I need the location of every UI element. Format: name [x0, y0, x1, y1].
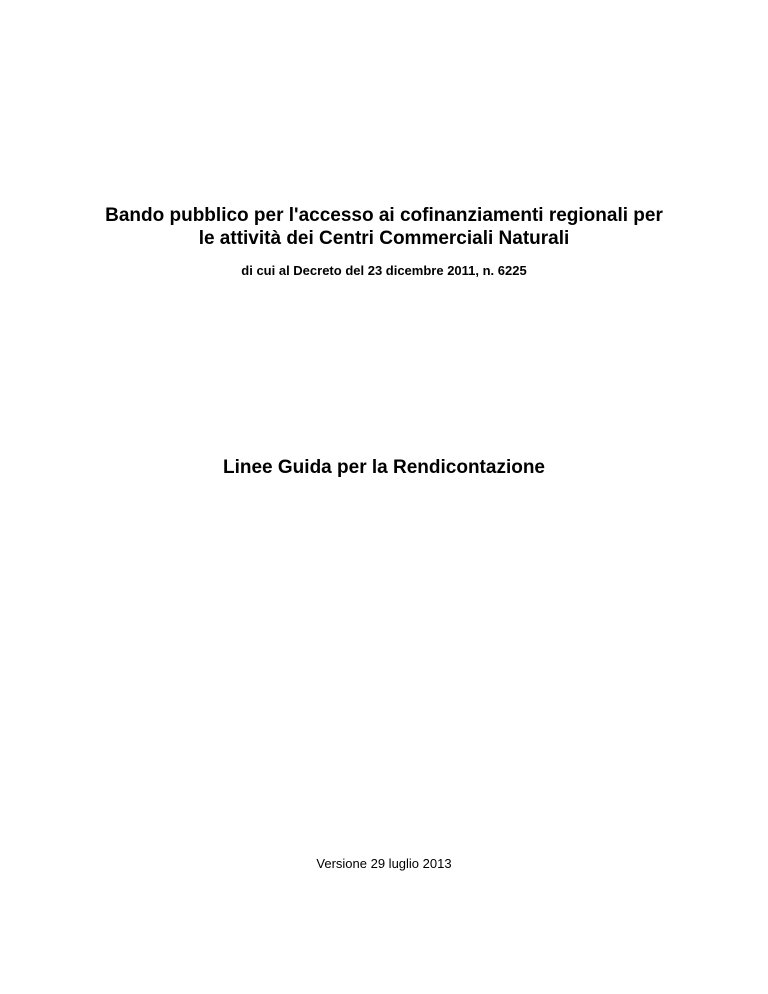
main-title-line-2: le attività dei Centri Commerciali Naturali [198, 228, 570, 249]
main-title [0, 204, 768, 250]
main-title-line-1: Bando pubblico per l'accesso ai cofinanziamenti regionali per [105, 205, 663, 226]
version-date: Versione 29 luglio 2013 [316, 856, 452, 871]
section-title: Linee Guida per la Rendicontazione [223, 457, 545, 478]
decree-reference: di cui al Decreto del 23 dicembre 2011, n. 6225 [241, 263, 527, 278]
